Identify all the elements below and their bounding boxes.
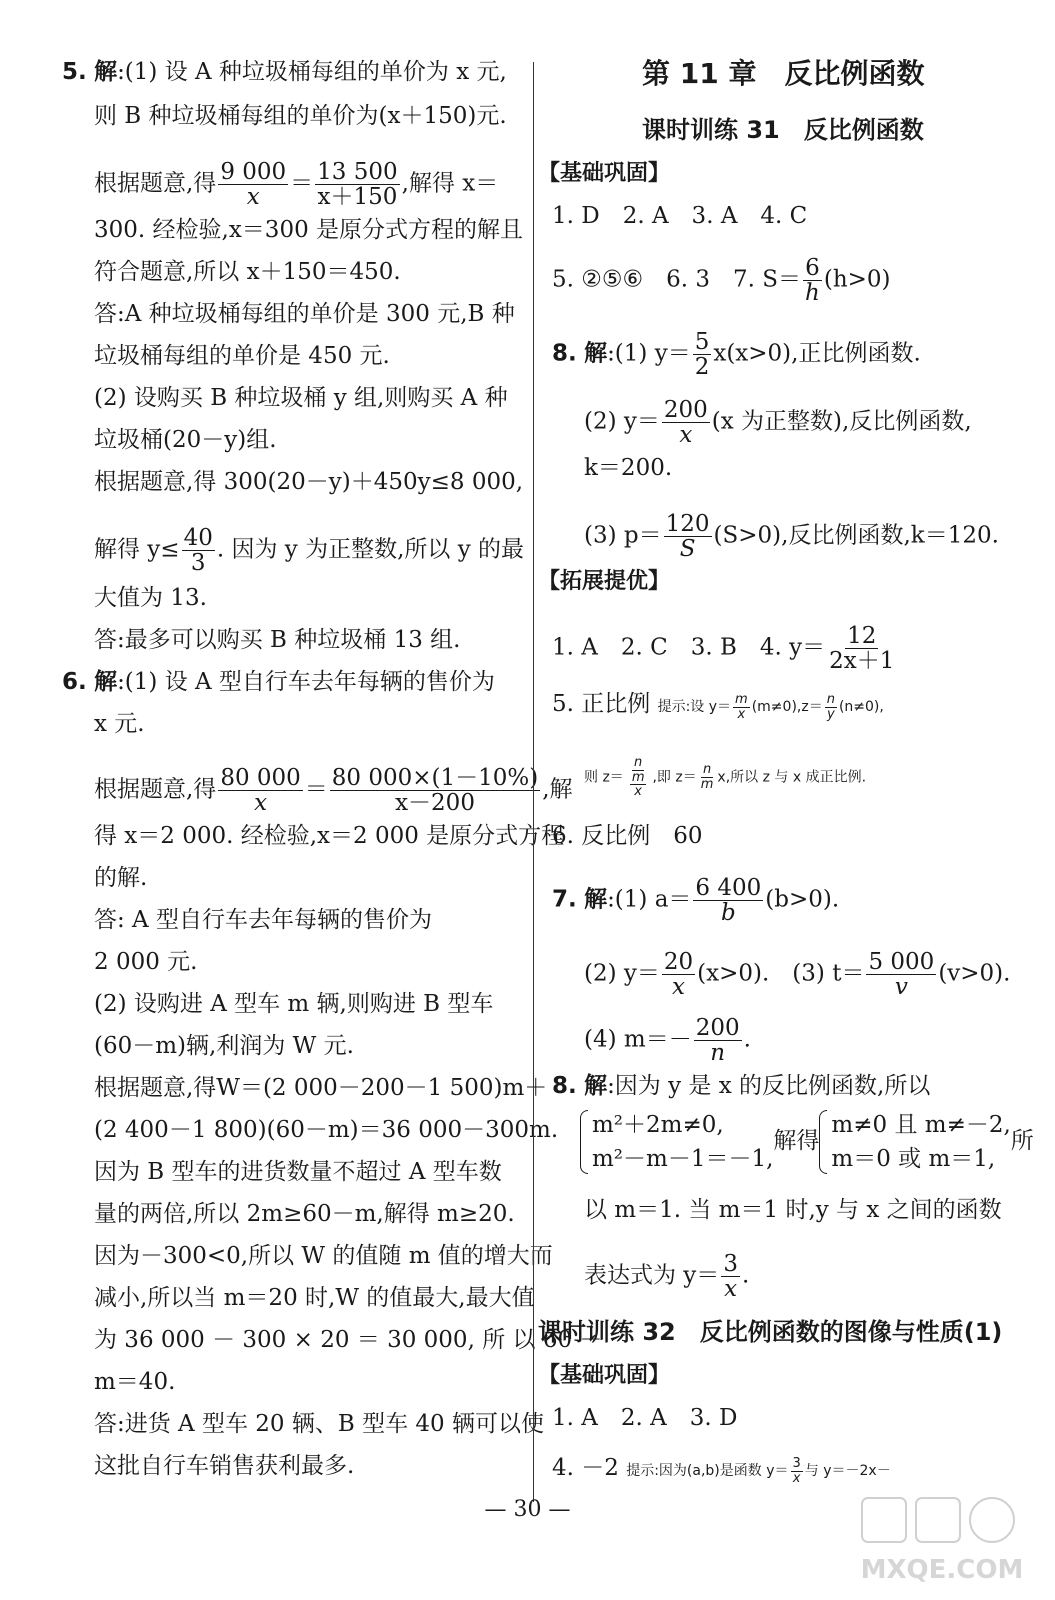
numerator: 80 000: [220, 765, 301, 791]
hint-line: [584, 756, 866, 799]
page-number: — 30 —: [484, 1497, 571, 1522]
q6-line-11: (2 400－1 800)(60－m)＝36 000－300m.: [94, 1117, 559, 1143]
section-tag: 【基础巩固】: [538, 161, 671, 186]
denominator: x: [737, 706, 746, 722]
q6-line-17: m＝40.: [94, 1369, 176, 1395]
numerator: 200: [663, 397, 708, 423]
text: (4) m＝－: [584, 1026, 692, 1053]
numerator: 9 000: [220, 159, 287, 185]
numerator: 5: [694, 329, 710, 355]
section-tag: 【拓展提优】: [538, 569, 671, 594]
denominator: 3: [190, 550, 206, 577]
text: (n≠0),: [838, 699, 884, 715]
solution-line: [552, 330, 921, 379]
text: :(1) a＝: [607, 886, 692, 913]
solution-label: 解: [584, 340, 608, 367]
fraction: [693, 330, 712, 379]
denominator: x＋150: [317, 184, 398, 211]
q5-line-3: [94, 160, 498, 209]
text: :(1) 设 A 型自行车去年每辆的售价为: [117, 669, 495, 695]
equation: m²＋2m≠0,: [592, 1112, 724, 1138]
denominator: x－200: [395, 790, 475, 817]
q6-line-8: (2) 设购进 A 型车 m 辆,则购进 B 型车: [94, 991, 494, 1017]
text: (x>0). (3) t＝: [697, 960, 865, 987]
answers-row: [552, 624, 898, 673]
equation-system: [819, 1108, 1010, 1176]
denominator: x: [246, 184, 260, 211]
denominator: y: [826, 706, 835, 722]
answers-row: [552, 256, 891, 305]
fraction: [866, 950, 936, 999]
fraction: [330, 766, 540, 815]
numerator: 20: [663, 949, 694, 975]
text: (h>0): [823, 266, 891, 293]
q5-line-11: [94, 526, 524, 575]
solution-label: 解: [584, 1073, 608, 1099]
q5-line-10: 根据题意,得 300(20－y)＋450y≤8 000,: [94, 469, 524, 495]
answers-row: 1. D 2. A 3. A 4. C: [552, 203, 808, 229]
q5-line-1: [62, 58, 507, 86]
question-number: 7.: [552, 886, 577, 913]
denominator: x: [792, 1470, 801, 1486]
numerator: 80 000×(1－10%): [331, 765, 539, 791]
text: 根据题意,得: [94, 170, 217, 197]
denominator: b: [720, 900, 736, 927]
answers-row: 1. A 2. A 3. D: [552, 1405, 738, 1431]
text: 所: [1010, 1128, 1034, 1154]
q6-line-18: 答:进货 A 型车 20 辆、B 型车 40 辆可以使: [94, 1411, 544, 1437]
fraction: [699, 763, 716, 791]
q6-line-3: [94, 766, 573, 815]
text: 与 y＝－2x－: [804, 1463, 891, 1479]
q5-line-5: 符合题意,所以 x＋150＝450.: [94, 259, 401, 285]
answer-with-hint: [552, 690, 884, 721]
q5-line-7: 垃圾桶每组的单价是 450 元.: [94, 343, 390, 369]
q6-line-4: 得 x＝2 000. 经检验,x＝2 000 是原分式方程: [94, 823, 565, 849]
text: 4. －2: [552, 1455, 619, 1481]
section-tag: 【基础巩固】: [538, 1363, 671, 1388]
solution-line: [584, 398, 972, 447]
hint: [626, 1455, 891, 1486]
question-number: 8.: [552, 340, 577, 367]
equation-system: [580, 1108, 773, 1176]
numerator: 6: [805, 255, 820, 281]
question-number: 5.: [62, 59, 87, 85]
numerator: 13 500: [317, 159, 398, 185]
numerator: 12: [847, 623, 877, 649]
solution-label: 解: [584, 886, 608, 913]
text: :(1) y＝: [607, 340, 691, 367]
fraction: [218, 160, 288, 209]
solution-label: 解: [94, 669, 118, 695]
fraction: [315, 160, 399, 209]
numerator: 200: [695, 1015, 740, 1041]
text: 则 z＝: [584, 769, 624, 786]
q6-line-14: 因为－300<0,所以 W 的值随 m 值的增大而: [94, 1243, 553, 1269]
q5-line-13: 答:最多可以购买 B 种垃圾桶 13 组.: [94, 627, 461, 653]
lesson-title: 课时训练 32 反比例函数的图像与性质(1): [538, 1318, 1003, 1346]
fraction: [662, 398, 710, 447]
answer-with-hint: [552, 1454, 891, 1485]
fraction: [626, 756, 651, 799]
fraction: [694, 1016, 742, 1065]
denominator: 2x＋1: [829, 648, 895, 675]
numerator: n: [634, 755, 643, 770]
fraction: [827, 624, 896, 673]
text: .: [741, 1262, 750, 1289]
solution-line: k＝200.: [584, 455, 673, 481]
q5-line-9: 垃圾桶(20－y)组.: [94, 427, 277, 453]
q6-line-13: 量的两倍,所以 2m≥60－m,解得 m≥20.: [94, 1201, 515, 1227]
q5-line-2: 则 B 种垃圾桶每组的单价为(x＋150)元.: [94, 103, 507, 129]
equals: ＝: [290, 170, 314, 197]
fraction: [721, 1252, 740, 1301]
numerator: n: [826, 691, 835, 707]
numerator: m: [631, 769, 645, 785]
equals: ＝: [304, 776, 328, 803]
q6-line-7: 2 000 元.: [94, 949, 198, 975]
q6-line-19: 这批自行车销售获利最多.: [94, 1453, 355, 1479]
text: .: [743, 1026, 751, 1053]
fraction: [803, 256, 822, 305]
fraction: [733, 693, 750, 721]
denominator: 2: [694, 354, 710, 381]
numerator: n: [702, 762, 712, 778]
text: 1. A 2. C 3. B 4. y＝: [552, 634, 826, 661]
denominator: [626, 771, 651, 799]
solution-line: 以 m＝1. 当 m＝1 时,y 与 x 之间的函数: [584, 1197, 1002, 1223]
q6-line-12: 因为 B 型车的进货数量不超过 A 型车数: [94, 1159, 502, 1185]
solution-label: 解: [94, 59, 118, 85]
text: (m≠0),z＝: [751, 699, 823, 715]
denominator: h: [805, 280, 820, 307]
numerator: m: [735, 691, 748, 707]
q5-line-12: 大值为 13.: [94, 585, 207, 611]
text: (2) y＝: [584, 960, 660, 987]
text: 5. ②⑤⑥ 6. 3 7. S＝: [552, 266, 802, 293]
hint: [657, 691, 884, 722]
denominator: x: [724, 1276, 738, 1303]
denominator: x: [672, 974, 686, 1001]
text: 解得 y≤: [94, 536, 180, 563]
q6-line-6: 答: A 型自行车去年每辆的售价为: [94, 907, 432, 933]
text: 提示:因为(a,b)是函数 y＝: [626, 1463, 789, 1479]
q5-line-8: (2) 设购买 B 种垃圾桶 y 组,则购买 A 种: [94, 385, 508, 411]
numerator: 120: [665, 511, 710, 537]
denominator: x: [634, 784, 642, 800]
q6-line-15: 减小,所以当 m＝20 时,W 的值最大,最大值: [94, 1285, 535, 1311]
text: (v>0).: [938, 960, 1011, 987]
text: ,即 z＝: [652, 769, 697, 786]
fraction: [664, 512, 712, 561]
q5-line-6: 答:A 种垃圾桶每组的单价是 300 元,B 种: [94, 301, 515, 327]
solution-line: [552, 1072, 930, 1100]
numerator: 6 400: [695, 875, 762, 901]
text: (3) p＝: [584, 522, 662, 549]
question-number: 8.: [552, 1073, 577, 1099]
q6-line-5: 的解.: [94, 865, 148, 891]
text: 根据题意,得: [94, 776, 217, 803]
text: ,解: [542, 776, 573, 803]
question-number: 6.: [62, 669, 87, 695]
text: 解得: [773, 1128, 820, 1154]
fraction: [182, 526, 215, 575]
fraction: [825, 693, 837, 721]
text: 5. 正比例: [552, 691, 651, 717]
text: . 因为 y 为正整数,所以 y 的最: [216, 536, 525, 563]
q5-line-4: 300. 经检验,x＝300 是原分式方程的解且: [94, 217, 524, 243]
numerator: 5 000: [868, 949, 935, 975]
text: :(1) 设 A 种垃圾桶每组的单价为 x 元,: [117, 59, 507, 85]
q6-line-2: x 元.: [94, 711, 145, 737]
fraction: [791, 1457, 803, 1485]
equation-system-line: [580, 1108, 1034, 1176]
fraction: [630, 771, 647, 799]
text: (2) y＝: [584, 408, 660, 435]
denominator: x: [254, 790, 268, 817]
text: x(x>0),正比例函数.: [713, 340, 921, 367]
fraction: [693, 876, 763, 925]
q6-line-1: [62, 668, 495, 696]
equation: m＝0 或 m＝1,: [831, 1146, 996, 1172]
chapter-title: 第 11 章 反比例函数: [642, 57, 925, 90]
equation: m≠0 且 m≠－2,: [831, 1112, 1011, 1138]
text: (S>0),反比例函数,k＝120.: [713, 522, 999, 549]
text: (x 为正整数),反比例函数,: [711, 408, 972, 435]
text: ,解得 x＝: [401, 170, 499, 197]
q6-line-10: 根据题意,得W＝(2 000－200－1 500)m＋: [94, 1075, 548, 1101]
column-divider: [533, 62, 534, 1502]
answers-row: 6. 反比例 60: [552, 823, 703, 849]
denominator: x: [679, 422, 693, 449]
solution-line: [584, 512, 999, 561]
denominator: m: [700, 776, 714, 792]
text: :因为 y 是 x 的反比例函数,所以: [607, 1073, 931, 1099]
text: 提示:设 y＝: [657, 699, 732, 715]
denominator: v: [894, 974, 908, 1001]
q6-line-16: 为 36 000 － 300 × 20 ＝ 30 000, 所 以 60 －: [94, 1327, 603, 1353]
solution-line: [584, 1016, 751, 1065]
solution-line: [584, 950, 1010, 999]
numerator: 3: [792, 1455, 801, 1471]
text: 表达式为 y＝: [584, 1262, 720, 1289]
fraction: [218, 766, 302, 815]
fraction: [662, 950, 695, 999]
text: (b>0).: [765, 886, 840, 913]
denominator: S: [679, 536, 696, 563]
watermark-logo: [842, 1492, 1042, 1592]
numerator: 40: [183, 525, 213, 551]
solution-line: [552, 876, 839, 925]
denominator: n: [710, 1040, 726, 1067]
q6-line-9: (60－m)辆,利润为 W 元.: [94, 1033, 354, 1059]
watermark-text: MXQE.COM: [860, 1555, 1024, 1585]
text: x,所以 z 与 x 成正比例.: [717, 769, 867, 786]
equation: m²－m－1＝－1,: [592, 1146, 774, 1172]
lesson-title: 课时训练 31 反比例函数: [642, 116, 924, 144]
numerator: 3: [723, 1251, 738, 1277]
solution-line: [584, 1252, 749, 1301]
